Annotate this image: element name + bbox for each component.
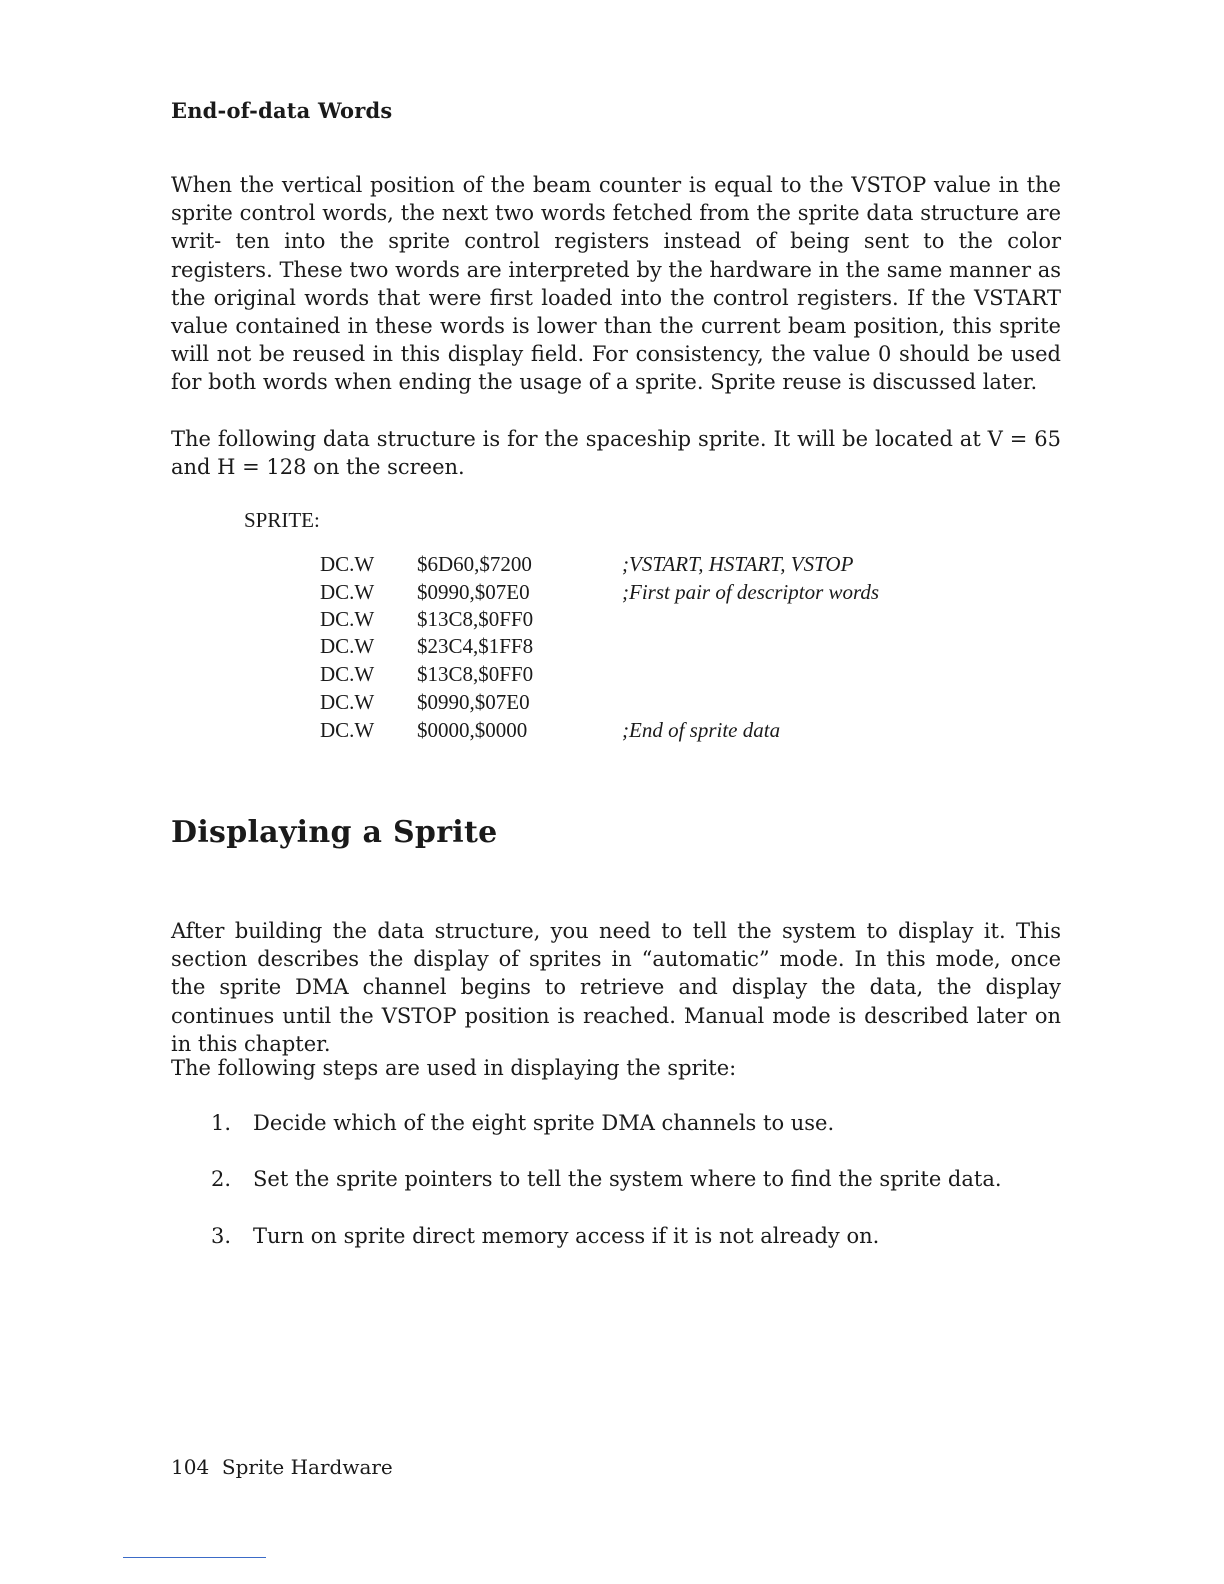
code-arg: $13C8,$0FF0: [417, 607, 534, 631]
subsection-title: End-of-data Words: [171, 98, 393, 123]
code-arg: $13C8,$0FF0: [417, 662, 534, 686]
code-line: [0, 552, 1224, 579]
bottom-rule: [123, 1557, 266, 1558]
code-comment: ;First pair of descriptor words: [622, 580, 880, 604]
step-number: 2.: [211, 1167, 232, 1191]
paragraph-data-structure-intro: The following data structure is for the spaceship sprite. It will be located at V = 65 and H = 128 on the screen.: [171, 427, 1061, 480]
code-line: [0, 690, 1224, 717]
code-arg: $6D60,$7200: [417, 552, 532, 576]
step-text: Turn on sprite direct memory access if it is not already on.: [253, 1224, 880, 1248]
code-line: [0, 718, 1224, 745]
step-text: Set the sprite pointers to tell the system where to find the sprite data.: [253, 1167, 1002, 1191]
code-arg: $0990,$07E0: [417, 690, 530, 714]
step-number: 1.: [211, 1111, 232, 1135]
chapter-name: Sprite Hardware: [221, 1455, 393, 1479]
code-op: DC.W: [320, 607, 375, 631]
code-line: [0, 634, 1224, 661]
code-line: [0, 580, 1224, 607]
step-number: 3.: [211, 1224, 232, 1248]
paragraph-displaying-sprite: After building the data structure, you need to tell the system to display it. This section describes the display of sprites in “automatic” mode. In this mode, once the sprite DMA channel begins to retrieve and display the data, the display continues until the VSTOP position is reached. Manual mode is described later on in this chapter.: [171, 919, 1061, 1056]
code-op: DC.W: [320, 662, 375, 686]
paragraph-steps-intro: The following steps are used in displaying the sprite:: [171, 1056, 737, 1080]
code-op: DC.W: [320, 552, 375, 576]
code-label: SPRITE:: [244, 508, 320, 532]
code-op: DC.W: [320, 690, 375, 714]
section-title: Displaying a Sprite: [171, 815, 498, 850]
paragraph-end-of-data: When the vertical position of the beam counter is equal to the VSTOP value in the sprite control words, the next two words fetched from the sprite data structure are writ- ten into the sprite control registers instead of being sent to the color registers. These two words are interpreted by the hardware in the same manner as the original words that were first loaded into the control registers. If the VSTART value contained in these words is lower than the current beam position, this sprite will not be reused in this display field. For consistency, the value 0 should be used for both words when ending the usage of a sprite. Sprite reuse is discussed later.: [171, 173, 1061, 395]
code-op: DC.W: [320, 718, 375, 742]
code-comment: ;End of sprite data: [622, 718, 781, 742]
page-footer: [171, 1455, 393, 1479]
step-text: Decide which of the eight sprite DMA channels to use.: [253, 1111, 835, 1135]
code-comment: ;VSTART, HSTART, VSTOP: [622, 552, 854, 576]
page-number: 104: [171, 1455, 210, 1479]
code-op: DC.W: [320, 634, 375, 658]
code-arg: $0000,$0000: [417, 718, 528, 742]
code-arg: $0990,$07E0: [417, 580, 530, 604]
code-op: DC.W: [320, 580, 375, 604]
code-line: [0, 607, 1224, 634]
code-arg: $23C4,$1FF8: [417, 634, 534, 658]
code-line: [0, 662, 1224, 689]
